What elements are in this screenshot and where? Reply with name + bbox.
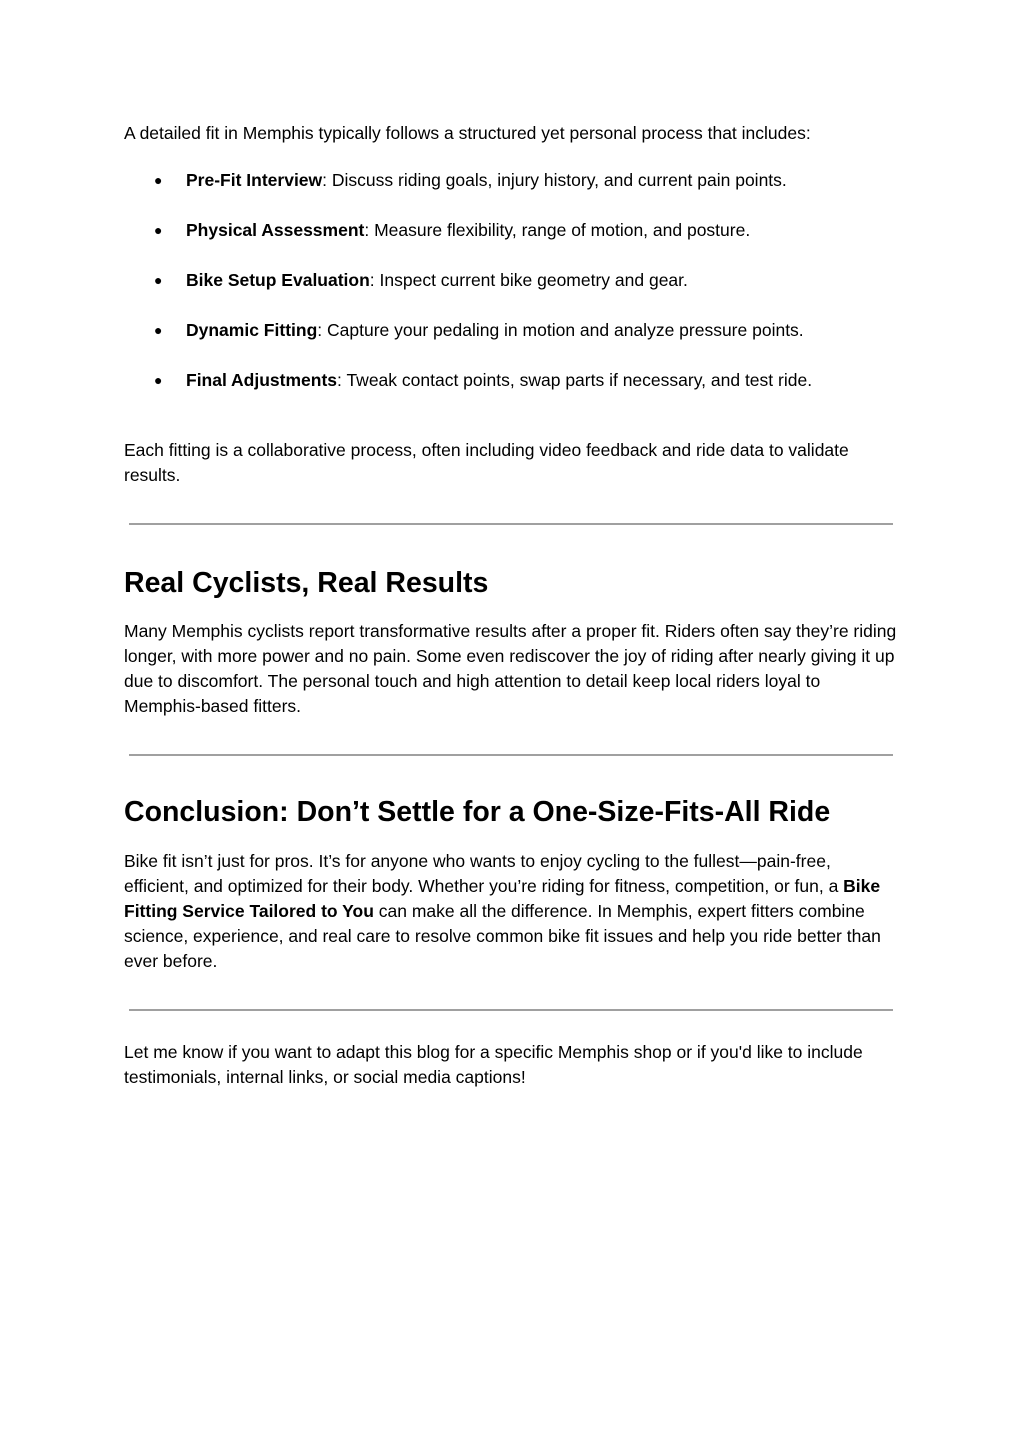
conclusion-text-bold: Bike Fitting Service Tailored to You (124, 876, 881, 921)
bullet-icon: ● (154, 322, 163, 338)
list-item-desc: : Discuss riding goals, injury history, and current pain points. (322, 170, 787, 190)
conclusion-text-after: can make all the difference. In Memphis, expert fitters combine science, experience, and real care to resolve common bike fit issues and help you ride better than ever before. (124, 901, 881, 971)
intro-paragraph: A detailed fit in Memphis typically follows a structured yet personal process that includes: (124, 123, 811, 143)
results-heading: Real Cyclists, Real Results (124, 567, 489, 599)
conclusion-paragraph (124, 849, 900, 974)
list-item (124, 268, 900, 293)
list-item (124, 168, 900, 193)
list-item-desc: : Inspect current bike geometry and gear. (369, 270, 688, 290)
closing-paragraph: Let me know if you want to adapt this blog for a specific Memphis shop or if you'd like to include testimonials, internal links, or social media captions! (124, 1042, 863, 1087)
section-divider (129, 1009, 893, 1011)
list-item-term: Dynamic Fitting (186, 320, 318, 340)
conclusion-text-before: Bike fit isn’t just for pros. It’s for anyone who wants to enjoy cycling to the fullest—pain-free, efficient, and optimized for their body. Whether you’re riding for fitness, competition, or fun, a (124, 851, 844, 896)
results-paragraph: Many Memphis cyclists report transformative results after a proper fit. Riders often say they’re riding longer, with more power and no pain. Some even rediscover the joy of riding after nearly giving it up due to discomfort. The personal touch and high attention to detail keep local riders loyal to Memphis-based fitters. (124, 621, 897, 716)
section-divider (129, 523, 893, 525)
list-item (124, 218, 900, 243)
list-item-term: Bike Setup Evaluation (186, 270, 370, 290)
list-item-desc: : Tweak contact points, swap parts if necessary, and test ride. (337, 370, 813, 390)
bullet-icon: ● (154, 272, 163, 288)
list-item (124, 318, 900, 343)
bullet-icon: ● (154, 372, 163, 388)
fit-process-list (124, 168, 900, 393)
list-item-term: Final Adjustments (186, 370, 338, 390)
section-divider (129, 754, 893, 756)
list-item-desc: : Capture your pedaling in motion and analyze pressure points. (317, 320, 804, 340)
list-item-term: Physical Assessment (186, 220, 365, 240)
collab-paragraph: Each fitting is a collaborative process, often including video feedback and ride data to validate results. (124, 440, 849, 485)
bullet-icon: ● (154, 172, 163, 188)
bullet-icon: ● (154, 222, 163, 238)
list-item-desc: : Measure flexibility, range of motion, and posture. (364, 220, 751, 240)
document-content (124, 121, 900, 1090)
list-item-term: Pre-Fit Interview (186, 170, 323, 190)
conclusion-heading: Conclusion: Don’t Settle for a One-Size-Fits-All Ride (124, 796, 831, 828)
list-item (124, 368, 900, 393)
